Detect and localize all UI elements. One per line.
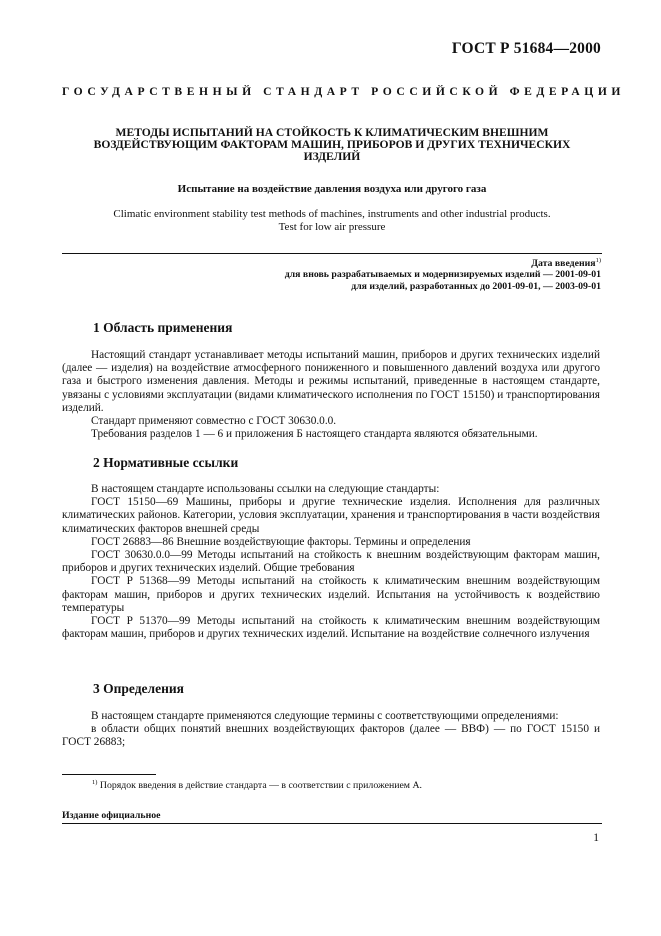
footnote-divider	[62, 774, 156, 775]
document-title: МЕТОДЫ ИСПЫТАНИЙ НА СТОЙКОСТЬ К КЛИМАТИЧЕСКИМ ВНЕШНИМ ВОЗДЕЙСТВУЮЩИМ ФАКТОРАМ МАШИН, ПРИБОРОВ И ДРУГИХ ТЕХНИЧЕСКИХ ИЗДЕЛИЙ	[93, 126, 571, 164]
section-3-paragraph: В настоящем стандарте применяются следующие термины с соответствующими определениями:	[91, 710, 559, 722]
gost-number: ГОСТ Р 51684—2000	[451, 40, 601, 57]
reference-gost-51368: ГОСТ Р 51368—99 Методы испытаний на стойкость к климатическим внешним воздействующим факторам машин, приборов и других технических изделий. Испытания на устойчивость к воздействию температуры	[62, 575, 600, 614]
intro-date-existing: для изделий, разработанных до 2001-09-01, — 2003-09-01	[351, 280, 601, 292]
intro-dates	[285, 258, 601, 292]
reference-gost-26883: ГОСТ 26883—86 Внешние воздействующие факторы. Термины и определения	[91, 535, 471, 548]
reference-gost-51370: ГОСТ Р 51370—99 Методы испытаний на стойкость к климатическим внешним воздействующим факторам машин, приборов и других технических изделий. Испытание на воздействие солнечного излучения	[62, 615, 600, 641]
page-number: 1	[593, 832, 599, 844]
section-2-heading: 2 Нормативные ссылки	[93, 455, 239, 470]
footnote-text: Порядок введения в действие стандарта — в соответствии с приложением А.	[99, 780, 422, 791]
section-3-paragraph: в области общих понятий внешних воздействующих факторов (далее — ВВФ) — по ГОСТ 15150 и ГОСТ 26883;	[62, 723, 600, 749]
section-3-heading: 3 Определения	[93, 681, 184, 696]
footnote	[92, 780, 422, 791]
section-1-paragraph: Требования разделов 1 — 6 и приложения Б настоящего стандарта являются обязательными.	[91, 428, 538, 441]
intro-date-new: для вновь разрабатываемых и модернизируемых изделий — 2001-09-01	[284, 269, 601, 281]
english-title	[62, 208, 602, 233]
english-title-line-1: Climatic environment stability test methods of machines, instruments and other industrial products.	[113, 208, 551, 220]
edition-label: Издание официальное	[62, 810, 161, 821]
document-subtitle: Испытание на воздействие давления воздуха или другого газа	[177, 183, 487, 195]
reference-gost-15150: ГОСТ 15150—69 Машины, приборы и другие технические изделия. Исполнения для различных климатических районов. Категории, условия эксплуатации, хранения и транспортирования в части воздействия климатических факторов внешней среды	[62, 496, 600, 535]
title-divider	[62, 253, 602, 254]
section-1-body	[62, 349, 600, 441]
footer-divider	[62, 823, 602, 824]
section-1-heading: 1 Область применения	[93, 320, 233, 335]
state-standard-banner: ГОСУДАРСТВЕННЫЙ СТАНДАРТ РОССИЙСКОЙ ФЕДЕРАЦИИ	[62, 85, 625, 98]
section-1-paragraph: Стандарт применяют совместно с ГОСТ 30630.0.0.	[91, 415, 337, 428]
section-2-paragraph: В настоящем стандарте использованы ссылки на следующие стандарты:	[91, 483, 440, 495]
english-title-line-2: Test for low air pressure	[278, 220, 386, 233]
footnote-ref: 1)	[595, 257, 601, 264]
section-3-body	[62, 710, 600, 750]
section-1-paragraph: Настоящий стандарт устанавливает методы испытаний машин, приборов и других технических изделий (далее — изделия) на воздействие атмосферного пониженного и повышенного давлений воздуха или другого газа и быстрого изменения давления. Методы и режимы испытаний, приведенные в настоящем стандарте, увязаны с условиями эксплуатации (видами климатического исполнения по ГОСТ 15150) и транспортирования изделий.	[62, 349, 600, 414]
footnote-mark: 1)	[92, 779, 98, 786]
section-2-body	[62, 483, 600, 641]
reference-gost-30630: ГОСТ 30630.0.0—99 Методы испытаний на стойкость к внешним воздействующим факторам машин, приборов и других технических изделий. Общие требования	[62, 549, 600, 575]
intro-date-label: Дата введения	[531, 258, 596, 269]
